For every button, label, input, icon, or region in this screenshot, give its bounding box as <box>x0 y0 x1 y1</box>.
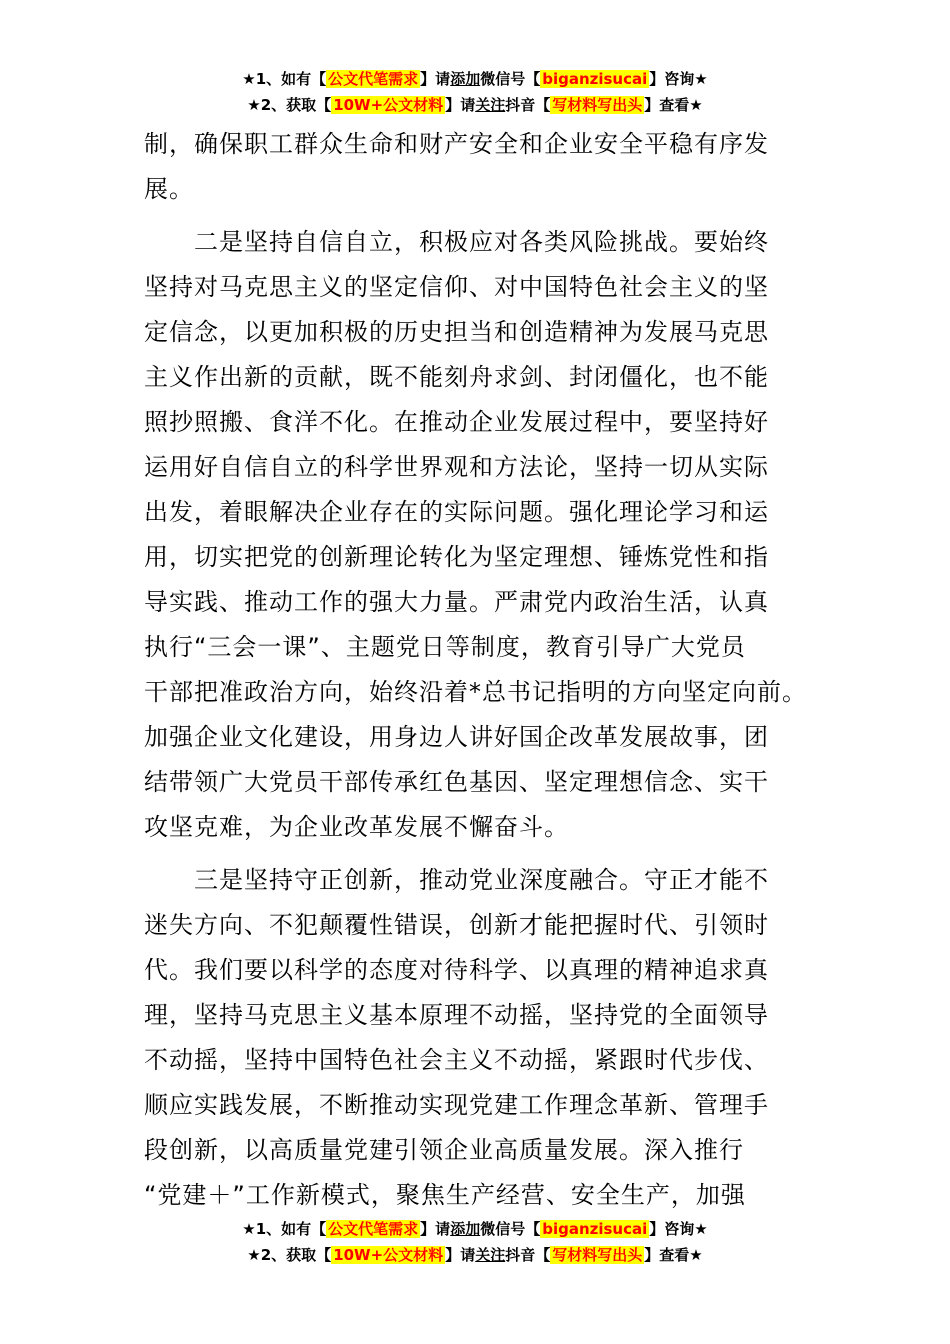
banner-line-2 <box>0 1242 950 1268</box>
banner-text: 】请 <box>445 1246 476 1264</box>
text-line: 代。我们要以科学的态度对待科学、以真理的精神追求真 <box>144 956 769 984</box>
highlight-tag: 公文代笔需求 <box>328 70 419 88</box>
highlight-tag: 10W+公文材料 <box>333 1246 444 1264</box>
text-line: 导实践、推动工作的强大力量。严肃党内政治生活，认真 <box>144 588 769 616</box>
text-line: 定信念，以更加积极的历史担当和创造精神为发展马克思 <box>144 318 769 346</box>
text-line: 加强企业文化建设，用身边人讲好国企改革发展故事，团 <box>144 723 769 751</box>
text-line: 迷失方向、不犯颠覆性错误，创新才能把握时代、引领时 <box>144 911 769 939</box>
banner-text: 】查看★ <box>644 96 703 114</box>
banner-text: 】请 <box>420 1220 451 1238</box>
text-line: 出发，着眼解决企业存在的实际问题。强化理论学习和运 <box>144 498 769 526</box>
banner-underlined-text: 添加 <box>450 70 481 88</box>
text-line: 结带领广大党员干部传承红色基因、坚定理想信念、实干 <box>144 768 769 796</box>
paragraph-two <box>144 220 824 850</box>
text-line: 用，切实把党的创新理论转化为坚定理想、锤炼党性和指 <box>144 543 769 571</box>
banner-text: 微信号【 <box>480 1220 541 1238</box>
text-line: 三是坚持守正创新，推动党业深度融合。守正才能不 <box>144 866 769 894</box>
banner-underlined-text: 关注 <box>475 1246 506 1264</box>
banner-text: ★1、如有【 <box>242 70 327 88</box>
text-line: 攻坚克难，为企业改革发展不懈奋斗。 <box>144 813 569 841</box>
banner-line-1 <box>0 66 950 92</box>
footer-banner <box>0 1216 950 1268</box>
text-line: “党建＋”工作新模式，聚焦生产经营、安全生产，加强 <box>144 1181 746 1209</box>
text-line: 段创新，以高质量党建引领企业高质量发展。深入推行 <box>144 1136 744 1164</box>
paragraph-three <box>144 858 824 1218</box>
highlight-tag: 公文代笔需求 <box>328 1220 419 1238</box>
wechat-id-tag: biganzisucai <box>542 1220 648 1238</box>
text-line: 制，确保职工群众生命和财产安全和企业安全平稳有序发 <box>144 130 769 158</box>
banner-text: ★2、获取【 <box>247 96 332 114</box>
text-line: 主义作出新的贡献，既不能刻舟求剑、封闭僵化，也不能 <box>144 363 769 391</box>
banner-text: 抖音【 <box>505 1246 551 1264</box>
text-line: 顺应实践发展，不断推动实现党建工作理念革新、管理手 <box>144 1091 769 1119</box>
document-body <box>144 122 824 1218</box>
text-line: 理，坚持马克思主义基本原理不动摇，坚持党的全面领导 <box>144 1001 769 1029</box>
highlight-tag: 10W+公文材料 <box>333 96 444 114</box>
banner-text: 】请 <box>445 96 476 114</box>
text-line: 运用好自信自立的科学世界观和方法论，坚持一切从实际 <box>144 453 769 481</box>
text-line: 展。 <box>144 175 194 203</box>
banner-text: ★1、如有【 <box>242 1220 327 1238</box>
paragraph-continuation <box>144 122 824 212</box>
text-line: 照抄照搬、食洋不化。在推动企业发展过程中，要坚持好 <box>144 408 769 436</box>
text-line: 坚持对马克思主义的坚定信仰、对中国特色社会主义的坚 <box>144 273 769 301</box>
text-line: 二是坚持自信自立，积极应对各类风险挑战。要始终 <box>144 228 769 256</box>
banner-text: 微信号【 <box>480 70 541 88</box>
douyin-account-tag: 写材料写出头 <box>552 96 643 114</box>
text-line: 干部把准政治方向，始终沿着*总书记指明的方向坚定向前。 <box>144 678 807 706</box>
banner-underlined-text: 关注 <box>475 96 506 114</box>
douyin-account-tag: 写材料写出头 <box>552 1246 643 1264</box>
banner-text: 】请 <box>420 70 451 88</box>
banner-text: 抖音【 <box>505 96 551 114</box>
header-banner <box>0 66 950 118</box>
text-line: 不动摇，坚持中国特色社会主义不动摇，紧跟时代步伐、 <box>144 1046 769 1074</box>
banner-text: 】查看★ <box>644 1246 703 1264</box>
wechat-id-tag: biganzisucai <box>542 70 648 88</box>
banner-line-2 <box>0 92 950 118</box>
text-line: 执行“三会一课”、主题党日等制度，教育引导广大党员 <box>144 633 746 661</box>
banner-underlined-text: 添加 <box>450 1220 481 1238</box>
banner-text: 】咨询★ <box>649 70 708 88</box>
banner-text: ★2、获取【 <box>247 1246 332 1264</box>
banner-text: 】咨询★ <box>649 1220 708 1238</box>
banner-line-1 <box>0 1216 950 1242</box>
